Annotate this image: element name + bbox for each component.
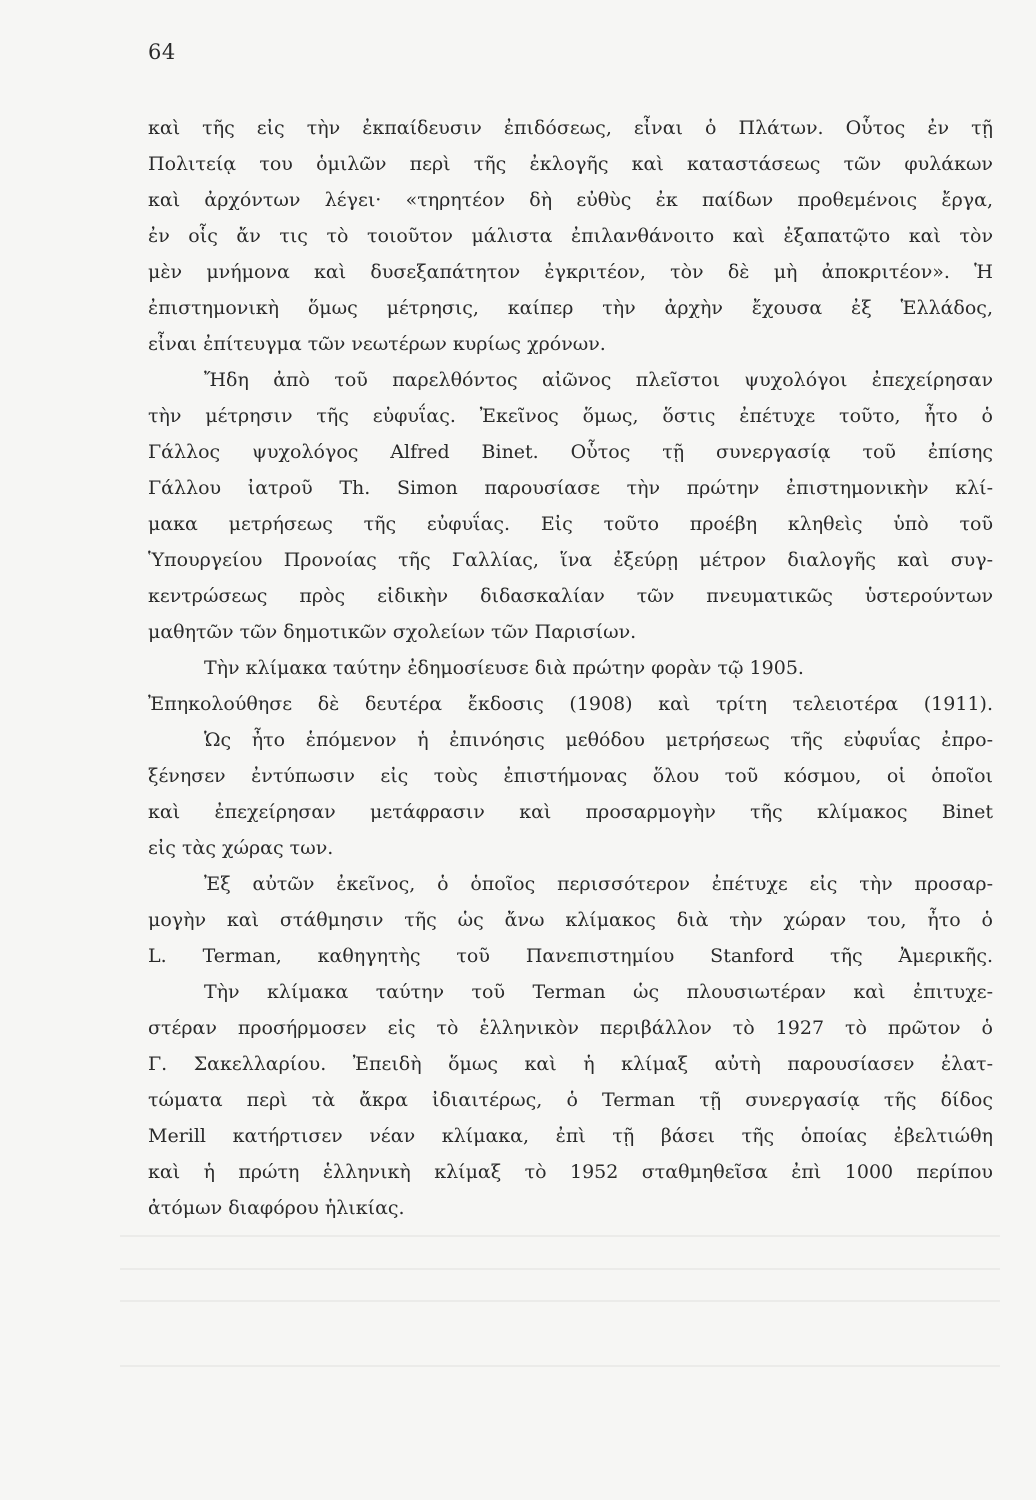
text-line: Ἐξ αὐτῶν ἐκεῖνος, ὁ ὁποῖος περισσότερον ἐπέτυχε εἰς τὴν προσαρ- (204, 873, 993, 895)
text-line: καὶ τῆς εἰς τὴν ἐκπαίδευσιν ἐπιδόσεως, εἶναι ὁ Πλάτων. Οὗτος ἐν τῇ (148, 117, 993, 139)
text-line: τὴν μέτρησιν τῆς εὐφυΐας. Ἐκεῖνος ὅμως, ὅστις ἐπέτυχε τοῦτο, ἦτο ὁ (148, 405, 993, 427)
text-line: εἶναι ἐπίτευγμα τῶν νεωτέρων κυρίως χρόνων. (148, 333, 606, 355)
text-line: Γ. Σακελλαρίου. Ἐπειδὴ ὅμως καὶ ἡ κλίμαξ αὐτὴ παρουσίασεν ἐλατ- (148, 1053, 993, 1075)
text-line: κεντρώσεως πρὸς εἰδικὴν διδασκαλίαν τῶν πνευματικῶς ὑστερούντων (148, 585, 993, 607)
text-line: Merill κατήρτισεν νέαν κλίμακα, ἐπὶ τῇ βάσει τῆς ὁποίας ἐβελτιώθη (148, 1125, 993, 1147)
text-line: τώματα περὶ τὰ ἄκρα ἰδιαιτέρως, ὁ Terman τῇ συνεργασίᾳ τῆς δίδος (148, 1089, 993, 1111)
text-line: μογὴν καὶ στάθμησιν τῆς ὡς ἄνω κλίμακος διὰ τὴν χώραν του, ἦτο ὁ (148, 909, 993, 931)
text-line: Τὴν κλίμακα ταύτην ἐδημοσίευσε διὰ πρώτην φορὰν τῷ 1905. (204, 657, 804, 679)
paragraph (148, 722, 993, 866)
text-line: εἰς τὰς χώρας των. (148, 837, 334, 859)
text-line: Γάλλου ἰατροῦ Th. Simon παρουσίασε τὴν πρώτην ἐπιστημονικὴν κλί- (148, 477, 993, 499)
text-line: μακα μετρήσεως τῆς εὐφυΐας. Εἰς τοῦτο προέβη κληθεὶς ὑπὸ τοῦ (148, 513, 993, 535)
text-line: ἐν οἷς ἄν τις τὸ τοιοῦτον μάλιστα ἐπιλανθάνοιτο καὶ ἐξαπατῷτο καὶ τὸν (148, 225, 993, 247)
text-line: Ὡς ἦτο ἑπόμενον ἡ ἐπινόησις μεθόδου μετρήσεως τῆς εὐφυΐας ἐπρο- (204, 729, 993, 751)
text-line: Ὑπουργείου Προνοίας τῆς Γαλλίας, ἵνα ἐξεύρῃ μέτρον διαλογῆς καὶ συγ- (148, 549, 993, 571)
text-line: καὶ ἀρχόντων λέγει· «τηρητέον δὴ εὐθὺς ἐκ παίδων προθεμένοις ἔργα, (148, 189, 993, 211)
text-line: μὲν μνήμονα καὶ δυσεξαπάτητον ἐγκριτέον, τὸν δὲ μὴ ἀποκριτέον». Ἡ (148, 261, 993, 283)
paragraph (148, 110, 993, 362)
paragraph (148, 362, 993, 650)
text-line: Ἤδη ἀπὸ τοῦ παρελθόντος αἰῶνος πλεῖστοι ψυχολόγοι ἐπεχείρησαν (204, 369, 993, 391)
text-line: Γάλλος ψυχολόγος Alfred Binet. Οὗτος τῇ συνεργασίᾳ τοῦ ἐπίσης (148, 441, 993, 463)
page-number: 64 (148, 40, 176, 64)
text-line: Τὴν κλίμακα ταύτην τοῦ Terman ὡς πλουσιωτέραν καὶ ἐπιτυχε- (204, 981, 993, 1003)
text-line: L. Terman, καθηγητὴς τοῦ Πανεπιστημίου Stanford τῆς Ἀμερικῆς. (148, 945, 993, 967)
paragraph (148, 650, 993, 722)
text-line: καὶ ἐπεχείρησαν μετάφρασιν καὶ προσαρμογὴν τῆς κλίμακος Binet (148, 801, 993, 823)
text-line: στέραν προσήρμοσεν εἰς τὸ ἑλληνικὸν περιβάλλον τὸ 1927 τὸ πρῶτον ὁ (148, 1017, 993, 1039)
paragraph (148, 866, 993, 974)
text-line: ἀτόμων διαφόρου ἡλικίας. (148, 1197, 405, 1219)
text-line: μαθητῶν τῶν δημοτικῶν σχολείων τῶν Παρισίων. (148, 621, 637, 643)
text-line: Πολιτείᾳ του ὁμιλῶν περὶ τῆς ἐκλογῆς καὶ καταστάσεως τῶν φυλάκων (148, 153, 993, 175)
text-line: ἐπιστημονικὴ ὅμως μέτρησις, καίπερ τὴν ἀρχὴν ἔχουσα ἐξ Ἑλλάδος, (148, 297, 993, 319)
text-line: ξένησεν ἐντύπωσιν εἰς τοὺς ἐπιστήμονας ὅλου τοῦ κόσμου, οἱ ὁποῖοι (148, 765, 993, 787)
text-line: καὶ ἡ πρώτη ἑλληνικὴ κλίμαξ τὸ 1952 σταθμηθεῖσα ἐπὶ 1000 περίπου (148, 1161, 993, 1183)
text-line: Ἐπηκολούθησε δὲ δευτέρα ἔκδοσις (1908) καὶ τρίτη τελειοτέρα (1911). (148, 693, 993, 715)
body-text (148, 110, 993, 1226)
paragraph (148, 974, 993, 1226)
